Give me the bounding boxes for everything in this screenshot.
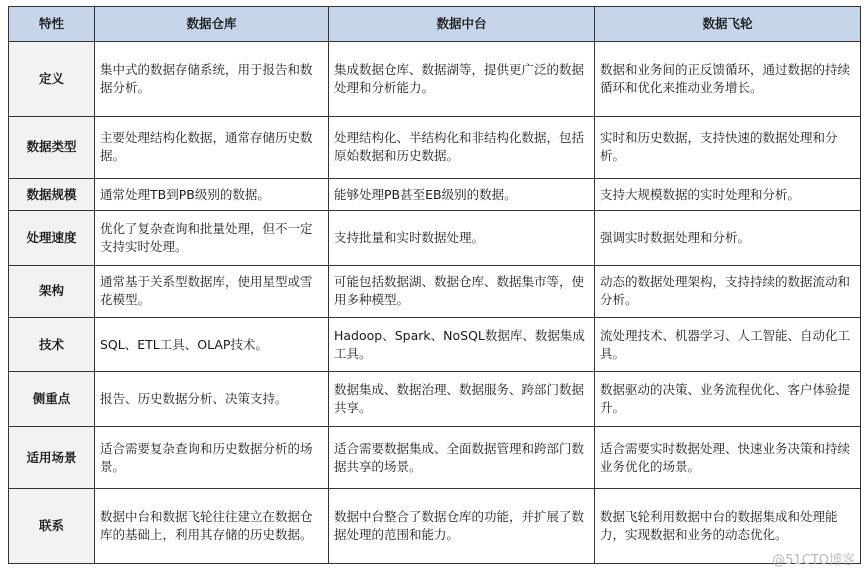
warehouse-cell: 适合需要复杂查询和历史数据分析的场景。 (95, 426, 329, 488)
flywheel-cell: 支持大规模数据的实时处理和分析。 (595, 179, 861, 211)
header-feature: 特性 (9, 7, 95, 42)
feature-cell: 定义 (9, 42, 95, 117)
platform-cell: 数据中台整合了数据仓库的功能，并扩展了数据处理的范围和能力。 (329, 489, 595, 564)
table-row (9, 179, 861, 211)
platform-cell: 能够处理PB甚至EB级别的数据。 (329, 179, 595, 211)
feature-cell: 侧重点 (9, 372, 95, 426)
warehouse-cell: 优化了复杂查询和批量处理，但不一定支持实时处理。 (95, 211, 329, 265)
header-row (9, 7, 861, 42)
flywheel-cell: 流处理技术、机器学习、人工智能、自动化工具。 (595, 318, 861, 372)
platform-cell: 集成数据仓库、数据湖等，提供更广泛的数据处理和分析能力。 (329, 42, 595, 117)
platform-cell: 处理结构化、半结构化和非结构化数据，包括原始数据和历史数据。 (329, 116, 595, 178)
warehouse-cell: 集中式的数据存储系统，用于报告和数据分析。 (95, 42, 329, 117)
warehouse-cell: 通常基于关系型数据库，使用星型或雪花模型。 (95, 265, 329, 317)
table-row (9, 489, 861, 564)
feature-cell: 架构 (9, 265, 95, 317)
platform-cell: 数据集成、数据治理、数据服务、跨部门数据共享。 (329, 372, 595, 426)
platform-cell: 支持批量和实时数据处理。 (329, 211, 595, 265)
table-row (9, 116, 861, 178)
flywheel-cell: 数据驱动的决策、业务流程优化、客户体验提升。 (595, 372, 861, 426)
table-row (9, 211, 861, 265)
table-row (9, 426, 861, 488)
flywheel-cell: 数据和业务间的正反馈循环，通过数据的持续循环和优化来推动业务增长。 (595, 42, 861, 117)
warehouse-cell: 通常处理TB到PB级别的数据。 (95, 179, 329, 211)
feature-cell: 技术 (9, 318, 95, 372)
warehouse-cell: 报告、历史数据分析、决策支持。 (95, 372, 329, 426)
flywheel-cell: 数据飞轮利用数据中台的数据集成和处理能力，实现数据和业务的动态优化。 (595, 489, 861, 564)
table-row (9, 318, 861, 372)
feature-cell: 适用场景 (9, 426, 95, 488)
header-data-flywheel: 数据飞轮 (595, 7, 861, 42)
watermark: @51CTO博客 (772, 553, 855, 568)
feature-cell: 联系 (9, 489, 95, 564)
flywheel-cell: 实时和历史数据，支持快速的数据处理和分析。 (595, 116, 861, 178)
platform-cell: 适合需要数据集成、全面数据管理和跨部门数据共享的场景。 (329, 426, 595, 488)
table-row (9, 265, 861, 317)
header-data-warehouse: 数据仓库 (95, 7, 329, 42)
feature-cell: 处理速度 (9, 211, 95, 265)
table-row (9, 42, 861, 117)
comparison-table (8, 6, 861, 564)
warehouse-cell: SQL、ETL工具、OLAP技术。 (95, 318, 329, 372)
warehouse-cell: 主要处理结构化数据，通常存储历史数据。 (95, 116, 329, 178)
platform-cell: Hadoop、Spark、NoSQL数据库、数据集成工具。 (329, 318, 595, 372)
warehouse-cell: 数据中台和数据飞轮往往建立在数据仓库的基础上，利用其存储的历史数据。 (95, 489, 329, 564)
feature-cell: 数据规模 (9, 179, 95, 211)
flywheel-cell: 强调实时数据处理和分析。 (595, 211, 861, 265)
flywheel-cell: 适合需要实时数据处理、快速业务决策和持续业务优化的场景。 (595, 426, 861, 488)
platform-cell: 可能包括数据湖、数据仓库、数据集市等，使用多种模型。 (329, 265, 595, 317)
table-row (9, 372, 861, 426)
header-data-platform: 数据中台 (329, 7, 595, 42)
feature-cell: 数据类型 (9, 116, 95, 178)
flywheel-cell: 动态的数据处理架构，支持持续的数据流动和分析。 (595, 265, 861, 317)
